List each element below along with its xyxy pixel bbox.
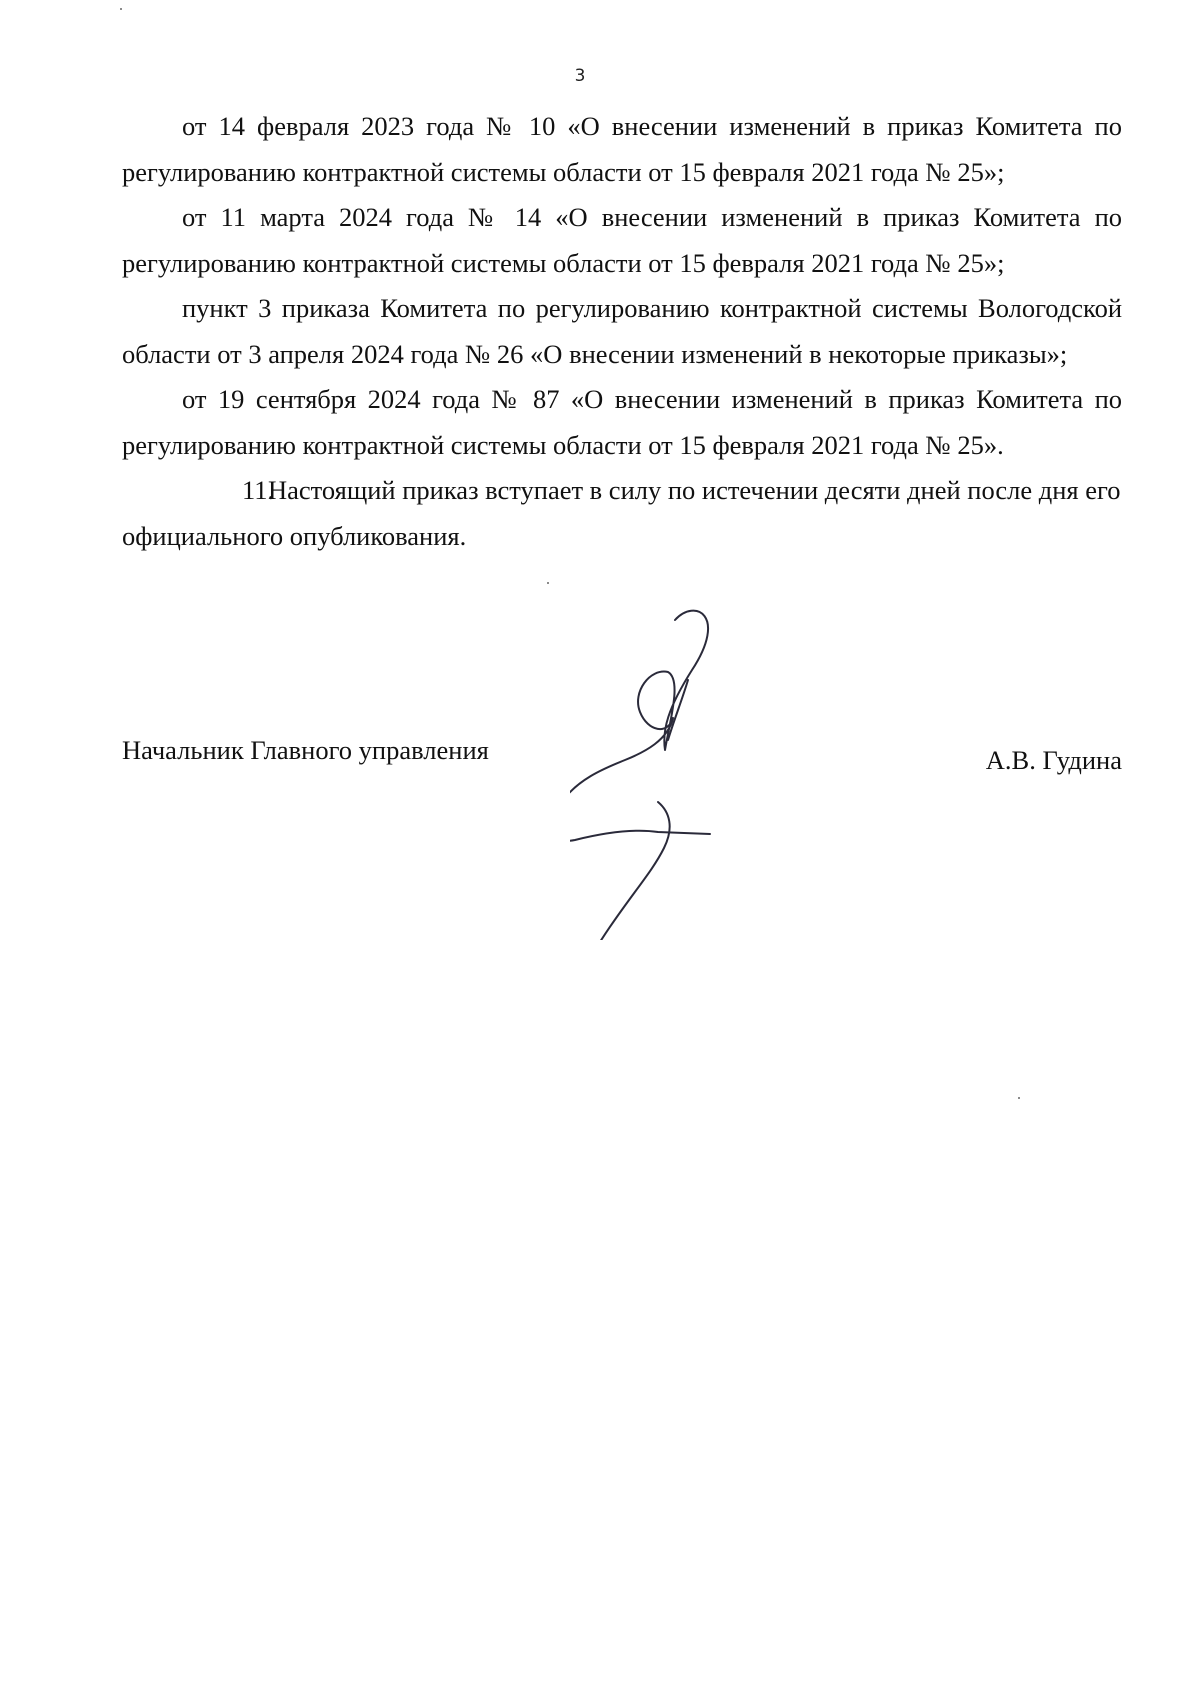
handwritten-signature <box>570 600 750 940</box>
paragraph-amendment-2023: от 14 февраля 2023 года № 10 «О внесении изменений в приказ Комитета по регулированию контрактной системы области от 15 февраля 2021 года № 25»; <box>122 111 1122 187</box>
item-11-text: Настоящий приказ вступает в силу по истечении десяти дней после дня его официального опубликования. <box>122 475 1121 551</box>
paragraph-amendment-march-2024: от 11 марта 2024 года № 14 «О внесении изменений в приказ Комитета по регулированию контрактной системы области от 15 февраля 2021 года № 25»; <box>122 202 1122 278</box>
paragraph-amendment-september-2024: от 19 сентября 2024 года № 87 «О внесении изменений в приказ Комитета по регулированию контрактной системы области от 15 февраля 2021 года № 25». <box>122 384 1122 460</box>
item-11 <box>122 468 1122 559</box>
page-number: 3 <box>574 66 586 86</box>
scan-speck <box>120 8 122 10</box>
scan-speck <box>547 582 549 584</box>
item-number: 11. <box>242 475 275 505</box>
paragraph-amendment-april-2024: пункт 3 приказа Комитета по регулированию контрактной системы Вологодской области от 3 апреля 2024 года № 26 «О внесении изменений в некоторые приказы»; <box>122 293 1122 369</box>
signer-position: Начальник Главного управления <box>122 735 489 765</box>
scan-speck <box>1018 1097 1020 1099</box>
signer-name: А.В. Гудина <box>985 745 1122 775</box>
document-body <box>122 104 1122 559</box>
